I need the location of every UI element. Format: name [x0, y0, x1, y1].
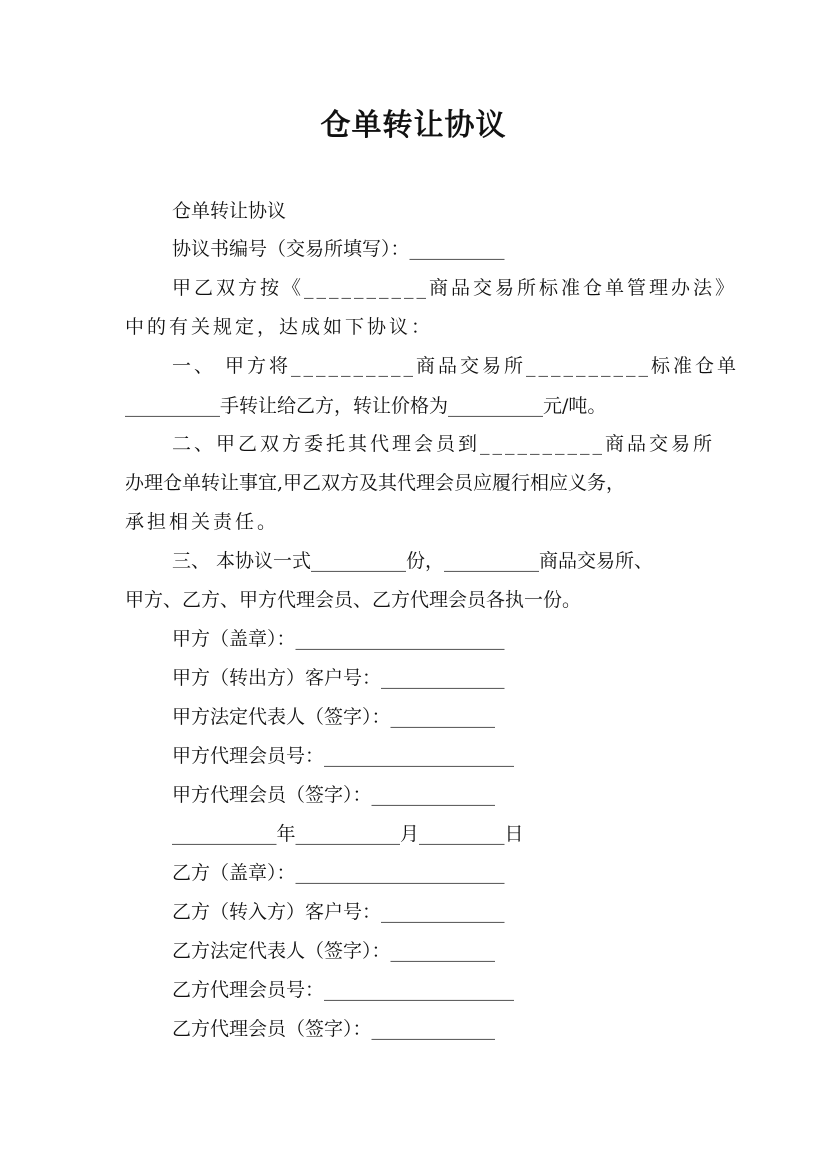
party-b-member-number-line: 乙方代理会员号：____________________	[172, 979, 515, 1001]
document-title: 仓单转让协议	[320, 108, 507, 143]
doc-line-clause2-1: 二、甲乙双方委托其代理会员到__________商品交易所	[172, 433, 716, 455]
doc-line-clause1-1: 一、 甲方将__________商品交易所__________标准仓单	[172, 355, 740, 377]
doc-line-clause2-3: 承担相关责任。	[125, 511, 280, 533]
party-a-member-number-line: 甲方代理会员号：____________________	[172, 745, 515, 767]
doc-line-intro-2: 中的有关规定，达成如下协议：	[125, 316, 434, 338]
doc-line-clause1-2: __________手转让给乙方，转让价格为__________元/吨。	[125, 395, 607, 417]
party-b-seal-line: 乙方（盖章）：______________________	[172, 862, 505, 884]
party-a-client-number-line: 甲方（转出方）客户号：_____________	[172, 667, 505, 689]
doc-line-clause2-2: 办理仓单转让事宜,甲乙双方及其代理会员应履行相应义务，	[125, 472, 626, 494]
party-a-member-sign-line: 甲方代理会员（签字）：_____________	[172, 784, 496, 806]
party-b-member-sign-line: 乙方代理会员（签字）：_____________	[172, 1018, 496, 1040]
doc-line-clause3-1: 三、 本协议一式__________份，__________商品交易所、	[172, 550, 654, 572]
doc-line-clause3-2: 甲方、乙方、甲方代理会员、乙方代理会员各执一份。	[125, 589, 582, 611]
doc-line-agreement-number: 协议书编号（交易所填写）：__________	[172, 238, 505, 260]
doc-line-heading: 仓单转让协议	[172, 200, 287, 222]
party-b-client-number-line: 乙方（转入方）客户号：_____________	[172, 901, 505, 923]
date-line: ___________年___________月_________日	[172, 823, 524, 845]
party-a-legal-rep-line: 甲方法定代表人（签字）：___________	[172, 706, 496, 728]
doc-line-intro-1: 甲乙双方按《__________商品交易所标准仓单管理办法》	[172, 277, 738, 299]
party-a-seal-line: 甲方（盖章）：______________________	[172, 628, 505, 650]
party-b-legal-rep-line: 乙方法定代表人（签字）：___________	[172, 940, 496, 962]
